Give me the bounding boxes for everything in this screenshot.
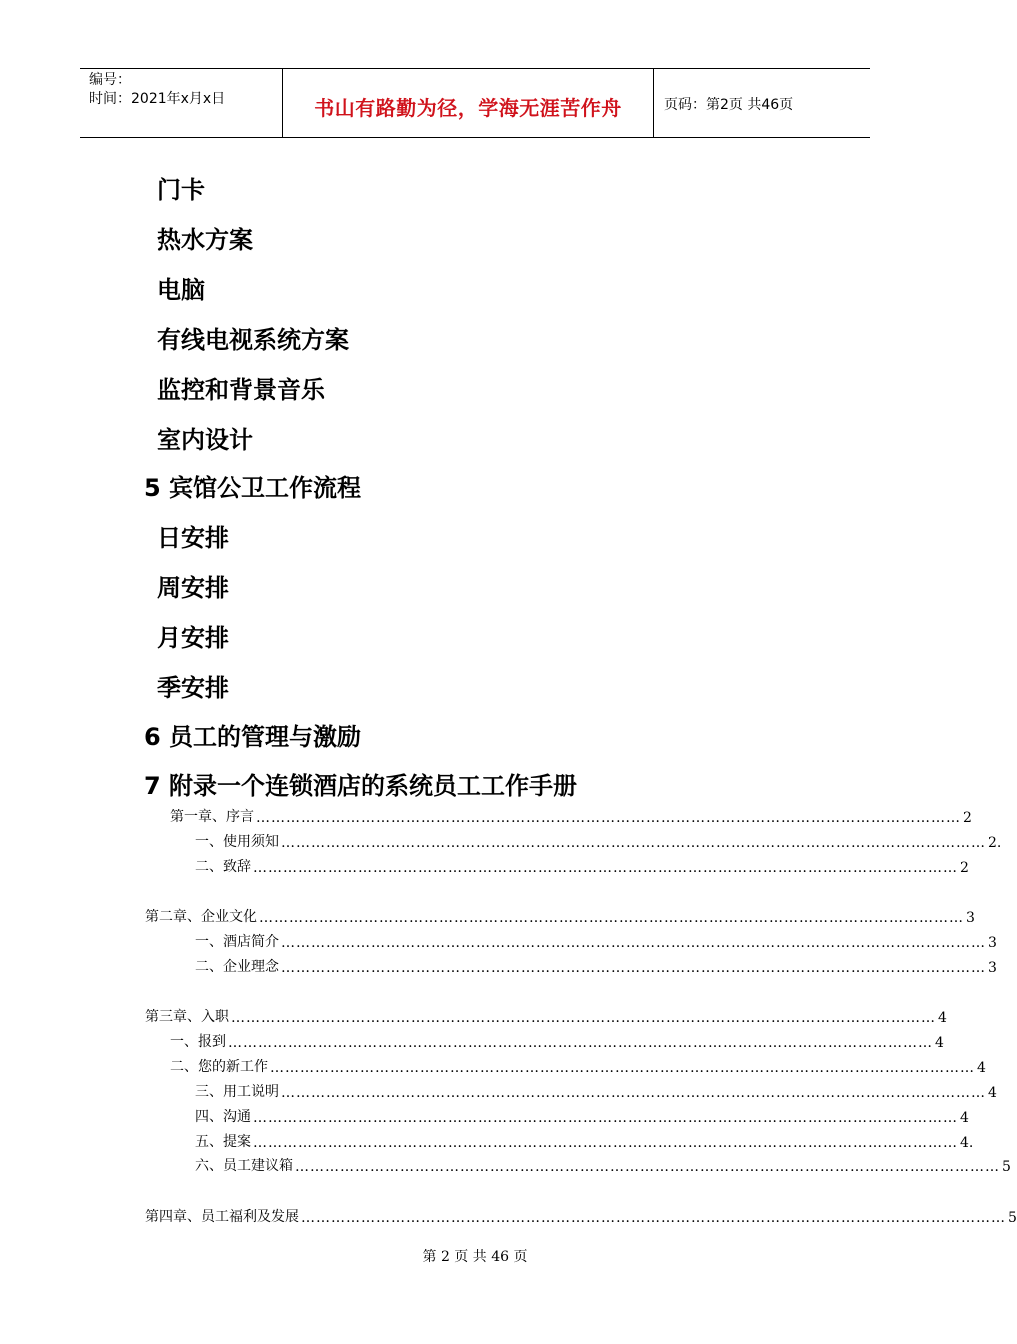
outline-item: 门卡 xyxy=(157,176,205,204)
toc-entry-page: 5 xyxy=(1002,1159,1011,1175)
header-meta-cell xyxy=(80,69,282,137)
toc-entry-page: 5 xyxy=(1008,1210,1017,1226)
document-number-label: 编号： xyxy=(89,72,131,88)
document-time-label: 时间：2021年x月x日 xyxy=(89,91,226,107)
toc-leader-dots: …………………………………………………………………………………………………………………………… xyxy=(281,935,986,951)
toc-entry-label: 二、您的新工作 xyxy=(170,1059,268,1075)
toc-leader-dots: …………………………………………………………………………………………………………………………… xyxy=(253,860,958,876)
toc-leader-dots: …………………………………………………………………………………………………………………………… xyxy=(301,1210,1006,1226)
toc-entry[interactable] xyxy=(195,1131,974,1151)
toc-entry[interactable] xyxy=(195,831,1002,851)
toc-entry[interactable] xyxy=(195,1081,997,1101)
toc-leader-dots: …………………………………………………………………………………………………………………………… xyxy=(253,1110,958,1126)
outline-section-heading: 7 附录一个连锁酒店的系统员工工作手册 xyxy=(144,772,578,800)
toc-entry-label: 一、酒店简介 xyxy=(195,934,279,950)
toc-leader-dots: …………………………………………………………………………………………………………………………… xyxy=(281,835,986,851)
toc-entry[interactable] xyxy=(170,806,972,826)
toc-entry-label: 第二章、企业文化 xyxy=(145,909,257,925)
outline-item: 监控和背景音乐 xyxy=(157,376,325,404)
toc-entry-page: 4 xyxy=(960,1110,969,1126)
header-motto-cell xyxy=(282,69,654,137)
toc-entry[interactable] xyxy=(195,1155,1011,1175)
page-footer: 第 2 页 共 46 页 xyxy=(422,1249,528,1265)
outline-section-heading: 6 员工的管理与激励 xyxy=(144,723,362,751)
toc-leader-dots: …………………………………………………………………………………………………………………………… xyxy=(259,910,964,926)
outline-item: 热水方案 xyxy=(157,226,253,254)
toc-entry-page: 4 xyxy=(988,1085,997,1101)
toc-entry-label: 第一章、序言 xyxy=(170,809,254,825)
toc-entry-label: 三、用工说明 xyxy=(195,1084,279,1100)
toc-entry-label: 六、员工建议箱 xyxy=(195,1158,293,1174)
header-page-label: 页码：第2页 共46页 xyxy=(664,97,794,113)
toc-entry-label: 五、提案 xyxy=(195,1134,251,1150)
outline-item: 日安排 xyxy=(157,524,229,552)
toc-entry-label: 第三章、入职 xyxy=(145,1009,229,1025)
toc-leader-dots: …………………………………………………………………………………………………………………………… xyxy=(228,1035,933,1051)
toc-entry-page: 2 xyxy=(960,860,969,876)
outline-item: 周安排 xyxy=(157,574,229,602)
toc-leader-dots: …………………………………………………………………………………………………………………………… xyxy=(295,1159,1000,1175)
toc-entry-page: 4 xyxy=(935,1035,944,1051)
toc-entry-page: 4 xyxy=(977,1060,986,1076)
toc-leader-dots: …………………………………………………………………………………………………………………………… xyxy=(270,1060,975,1076)
toc-entry-label: 四、沟通 xyxy=(195,1109,251,1125)
outline-item: 季安排 xyxy=(157,674,229,702)
toc-entry[interactable] xyxy=(195,931,997,951)
toc-entry[interactable] xyxy=(195,956,997,976)
toc-entry-page: 4. xyxy=(960,1135,974,1151)
toc-leader-dots: …………………………………………………………………………………………………………………………… xyxy=(281,960,986,976)
outline-section-heading: 5 宾馆公卫工作流程 xyxy=(144,474,362,502)
toc-entry-label: 二、致辞 xyxy=(195,859,251,875)
toc-entry-label: 二、企业理念 xyxy=(195,959,279,975)
toc-entry[interactable] xyxy=(145,906,975,926)
toc-leader-dots: …………………………………………………………………………………………………………………………… xyxy=(231,1010,936,1026)
outline-item: 有线电视系统方案 xyxy=(157,326,349,354)
toc-leader-dots: …………………………………………………………………………………………………………………………… xyxy=(253,1135,958,1151)
toc-entry-page: 3 xyxy=(966,910,975,926)
toc-entry[interactable] xyxy=(195,856,969,876)
outline-item: 室内设计 xyxy=(157,426,253,454)
toc-entry[interactable] xyxy=(170,1031,944,1051)
toc-entry[interactable] xyxy=(145,1206,1017,1226)
toc-entry-label: 第四章、员工福利及发展 xyxy=(145,1209,299,1225)
toc-entry[interactable] xyxy=(170,1056,986,1076)
toc-entry[interactable] xyxy=(195,1106,969,1126)
toc-leader-dots: …………………………………………………………………………………………………………………………… xyxy=(281,1085,986,1101)
toc-entry-label: 一、使用须知 xyxy=(195,834,279,850)
toc-entry-page: 3 xyxy=(988,960,997,976)
toc-leader-dots: …………………………………………………………………………………………………………………………… xyxy=(256,810,961,826)
toc-entry-page: 2. xyxy=(988,835,1002,851)
outline-item: 月安排 xyxy=(157,624,229,652)
toc-entry-page: 4 xyxy=(938,1010,947,1026)
page-header xyxy=(80,68,870,138)
toc-entry[interactable] xyxy=(145,1006,947,1026)
header-motto: 书山有路勤为径，学海无涯苦作舟 xyxy=(314,96,622,120)
toc-entry-page: 2 xyxy=(963,810,972,826)
outline-item: 电脑 xyxy=(157,276,205,304)
toc-entry-label: 一、报到 xyxy=(170,1034,226,1050)
toc-entry-page: 3 xyxy=(988,935,997,951)
header-page-cell xyxy=(654,69,870,137)
